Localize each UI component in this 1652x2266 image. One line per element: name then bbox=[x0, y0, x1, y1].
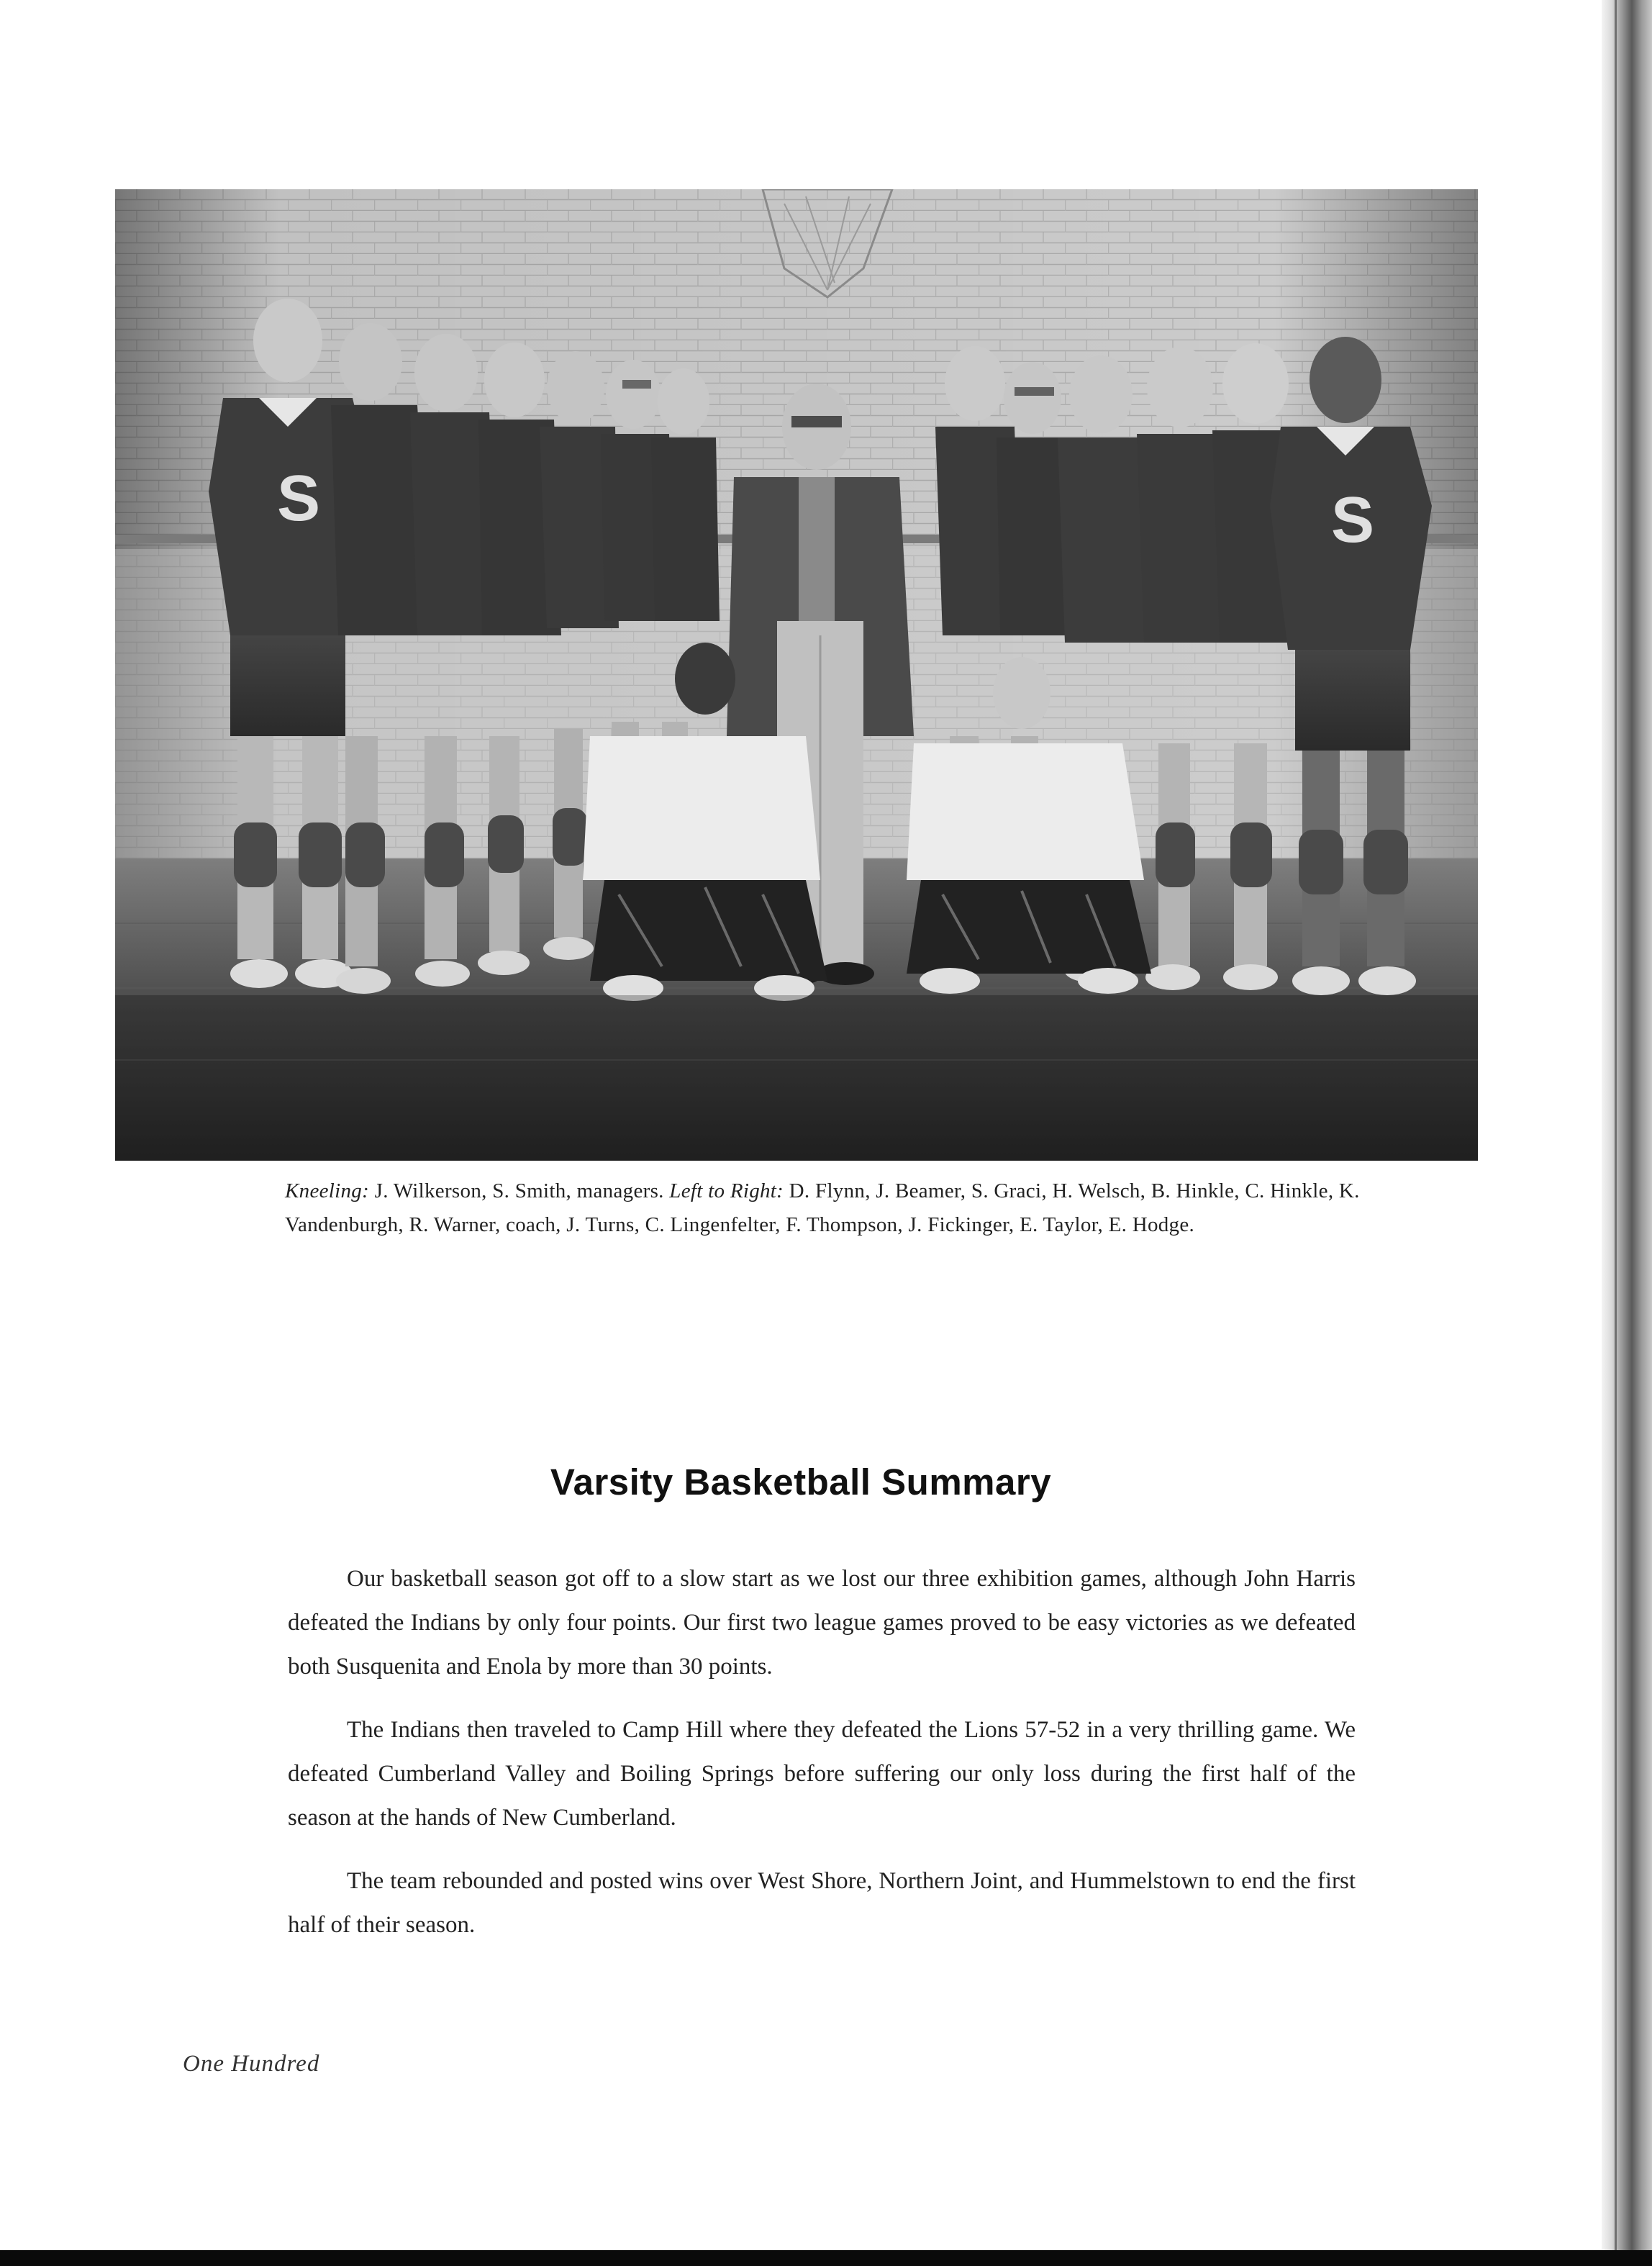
summary-paragraph: The Indians then traveled to Camp Hill where they defeated the Lions 57-52 in a very thrilling game. We defeated Cumberland Valley and Boiling Springs before suffering our only loss during the first half of the season at the hands of New Cumberland. bbox=[288, 1717, 1356, 1831]
page-binding-edge bbox=[1602, 0, 1652, 2266]
team-photo bbox=[115, 189, 1478, 1161]
summary-paragraph: The team rebounded and posted wins over West Shore, Northern Joint, and Hummelstown to end the first half of their season. bbox=[288, 1868, 1356, 1938]
summary-paragraph: Our basketball season got off to a slow start as we lost our three exhibition games, although John Harris defeated the Indians by only four points. Our first two league games proved to be easy victories as we defeated both Susquenita and Enola by more than 30 points. bbox=[288, 1566, 1356, 1680]
photo-caption bbox=[285, 1174, 1364, 1242]
caption-left-to-right-names: D. Flynn, J. Beamer, S. Graci, H. Welsch, B. Hinkle, C. Hinkle, K. Vandenburgh, R. Warner, coach, J. Turns, C. Lingenfelter, F. Thompson, J. Fickinger, E. Taylor, E. Hodge. bbox=[285, 1179, 1360, 1236]
summary-body bbox=[288, 1557, 1356, 1967]
page-number: One Hundred bbox=[183, 2051, 320, 2077]
page-title: Varsity Basketball Summary bbox=[550, 1461, 1052, 1503]
caption-left-to-right-label: Left to Right: bbox=[669, 1179, 784, 1202]
svg-text:S: S bbox=[1331, 484, 1375, 556]
caption-kneeling-names: J. Wilkerson, S. Smith, managers. bbox=[369, 1179, 670, 1202]
scan-bottom-edge bbox=[0, 2250, 1652, 2266]
caption-kneeling-label: Kneeling: bbox=[285, 1179, 370, 1202]
svg-text:S: S bbox=[277, 463, 321, 535]
